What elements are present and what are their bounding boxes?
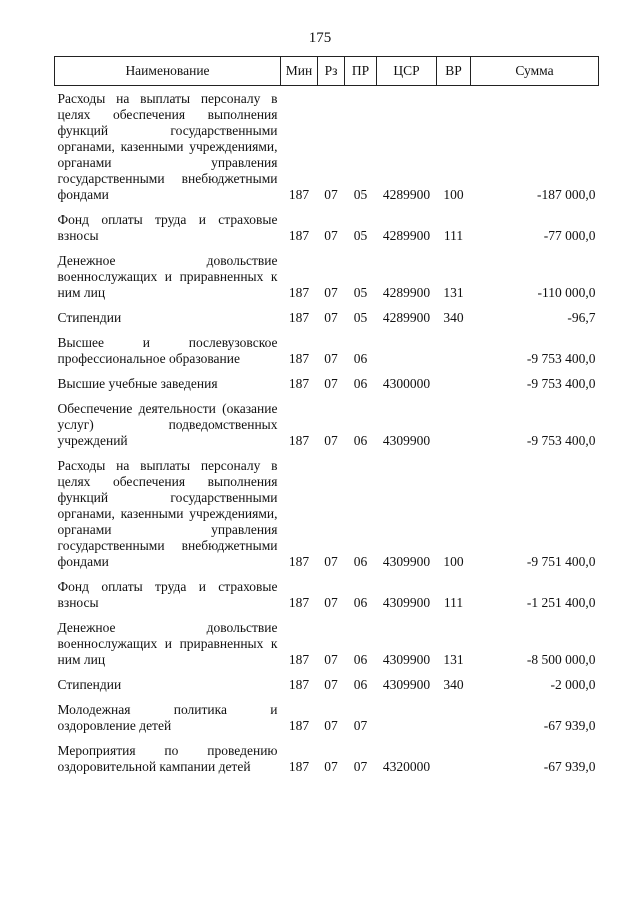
cell-name: Расходы на выплаты персоналу в целях обеспечения выполнения функций государственными органами, казенными учреждениями, органами управления государственными внебюджетными фондами — [57, 458, 278, 569]
cell-rz: 07 — [324, 187, 338, 202]
cell-pr: 05 — [353, 285, 368, 300]
header-pr: ПР — [345, 57, 377, 86]
cell-name: Денежное довольствие военнослужащих и приравненных к ним лиц — [57, 620, 278, 667]
cell-rz: 07 — [324, 376, 338, 391]
cell-rz: 07 — [324, 554, 338, 569]
table-row — [55, 248, 599, 305]
cell-name: Денежное довольствие военнослужащих и приравненных к ним лиц — [57, 253, 278, 300]
cell-csr: 4289900 — [382, 310, 431, 325]
cell-min: 187 — [288, 187, 310, 202]
cell-vr — [437, 396, 471, 453]
cell-rz: 07 — [324, 285, 338, 300]
cell-min: 187 — [288, 228, 310, 243]
cell-csr: 4320000 — [382, 759, 431, 774]
table-row — [55, 86, 599, 208]
table-header — [55, 57, 599, 86]
cell-rz: 07 — [324, 759, 338, 774]
cell-sum: -9 751 400,0 — [526, 554, 596, 569]
table-row — [55, 697, 599, 738]
cell-vr: 111 — [443, 595, 464, 610]
cell-pr: 06 — [353, 677, 368, 692]
table-row — [55, 672, 599, 697]
cell-name: Мероприятия по проведению оздоровительной кампании детей — [57, 743, 278, 774]
cell-min: 187 — [288, 595, 310, 610]
cell-rz: 07 — [324, 433, 338, 448]
cell-min: 187 — [288, 759, 310, 774]
cell-vr — [437, 697, 471, 738]
cell-csr — [377, 330, 437, 371]
cell-vr: 340 — [443, 677, 464, 692]
table-row — [55, 738, 599, 779]
cell-rz: 07 — [324, 718, 338, 733]
cell-csr: 4309900 — [382, 677, 431, 692]
cell-csr: 4289900 — [382, 228, 431, 243]
cell-pr: 07 — [353, 759, 368, 774]
cell-min: 187 — [288, 310, 310, 325]
cell-name: Молодежная политика и оздоровление детей — [57, 702, 278, 733]
header-sum: Сумма — [471, 57, 599, 86]
cell-rz: 07 — [324, 228, 338, 243]
header-rz: Рз — [318, 57, 345, 86]
cell-sum: -9 753 400,0 — [526, 376, 596, 391]
cell-min: 187 — [288, 351, 310, 366]
page-number: 175 — [308, 30, 332, 46]
cell-sum: -96,7 — [567, 310, 596, 325]
cell-min: 187 — [288, 554, 310, 569]
cell-sum: -9 753 400,0 — [526, 351, 596, 366]
cell-min: 187 — [288, 677, 310, 692]
cell-name: Стипендии — [57, 677, 122, 692]
cell-pr: 06 — [353, 652, 368, 667]
cell-rz: 07 — [324, 652, 338, 667]
cell-pr: 06 — [353, 433, 368, 448]
cell-name: Высшее и послевузовское профессиональное образование — [57, 335, 278, 366]
cell-vr: 340 — [443, 310, 464, 325]
cell-sum: -110 000,0 — [537, 285, 596, 300]
cell-sum: -8 500 000,0 — [526, 652, 596, 667]
cell-name: Фонд оплаты труда и страховые взносы — [57, 212, 278, 243]
cell-name: Обеспечение деятельности (оказание услуг) подведомственных учреждений — [57, 401, 278, 448]
cell-vr: 100 — [443, 187, 464, 202]
cell-min: 187 — [288, 285, 310, 300]
budget-table — [54, 56, 599, 779]
cell-sum: -67 939,0 — [543, 718, 596, 733]
cell-sum: -67 939,0 — [543, 759, 596, 774]
cell-min: 187 — [288, 433, 310, 448]
cell-csr: 4289900 — [382, 285, 431, 300]
cell-vr: 131 — [443, 285, 464, 300]
cell-pr: 06 — [353, 595, 368, 610]
cell-rz: 07 — [324, 310, 338, 325]
cell-vr — [437, 330, 471, 371]
cell-name: Стипендии — [57, 310, 122, 325]
cell-rz: 07 — [324, 351, 338, 366]
header-min: Мин — [281, 57, 318, 86]
cell-csr: 4300000 — [382, 376, 431, 391]
table-row — [55, 330, 599, 371]
table-row — [55, 453, 599, 574]
cell-rz: 07 — [324, 595, 338, 610]
table-row — [55, 615, 599, 672]
table-row — [55, 396, 599, 453]
cell-name: Высшие учебные заведения — [57, 376, 218, 391]
table-body — [55, 86, 599, 780]
cell-sum: -1 251 400,0 — [526, 595, 596, 610]
header-name: Наименование — [55, 57, 281, 86]
cell-pr: 07 — [353, 718, 368, 733]
cell-pr: 05 — [353, 228, 368, 243]
cell-min: 187 — [288, 718, 310, 733]
header-vr: ВР — [437, 57, 471, 86]
cell-pr: 05 — [353, 310, 368, 325]
header-csr: ЦСР — [377, 57, 437, 86]
cell-csr: 4309900 — [382, 433, 431, 448]
cell-vr: 111 — [443, 228, 464, 243]
cell-csr: 4309900 — [382, 554, 431, 569]
cell-rz: 07 — [324, 677, 338, 692]
cell-vr — [437, 371, 471, 396]
cell-pr: 06 — [353, 351, 368, 366]
table-row — [55, 574, 599, 615]
cell-vr — [437, 738, 471, 779]
cell-sum: -2 000,0 — [550, 677, 596, 692]
table-row — [55, 305, 599, 330]
cell-pr: 06 — [353, 554, 368, 569]
cell-vr: 131 — [443, 652, 464, 667]
cell-name: Расходы на выплаты персоналу в целях обеспечения выполнения функций государственными органами, казенными учреждениями, органами управления государственными внебюджетными фондами — [57, 91, 278, 202]
cell-csr: 4309900 — [382, 595, 431, 610]
table-row — [55, 207, 599, 248]
cell-name: Фонд оплаты труда и страховые взносы — [57, 579, 278, 610]
cell-min: 187 — [288, 652, 310, 667]
cell-sum: -187 000,0 — [537, 187, 596, 202]
table-row — [55, 371, 599, 396]
cell-csr — [377, 697, 437, 738]
cell-csr: 4289900 — [382, 187, 431, 202]
cell-pr: 05 — [353, 187, 368, 202]
cell-vr: 100 — [443, 554, 464, 569]
cell-sum: -77 000,0 — [543, 228, 596, 243]
cell-csr: 4309900 — [382, 652, 431, 667]
cell-sum: -9 753 400,0 — [526, 433, 596, 448]
cell-pr: 06 — [353, 376, 368, 391]
cell-min: 187 — [288, 376, 310, 391]
